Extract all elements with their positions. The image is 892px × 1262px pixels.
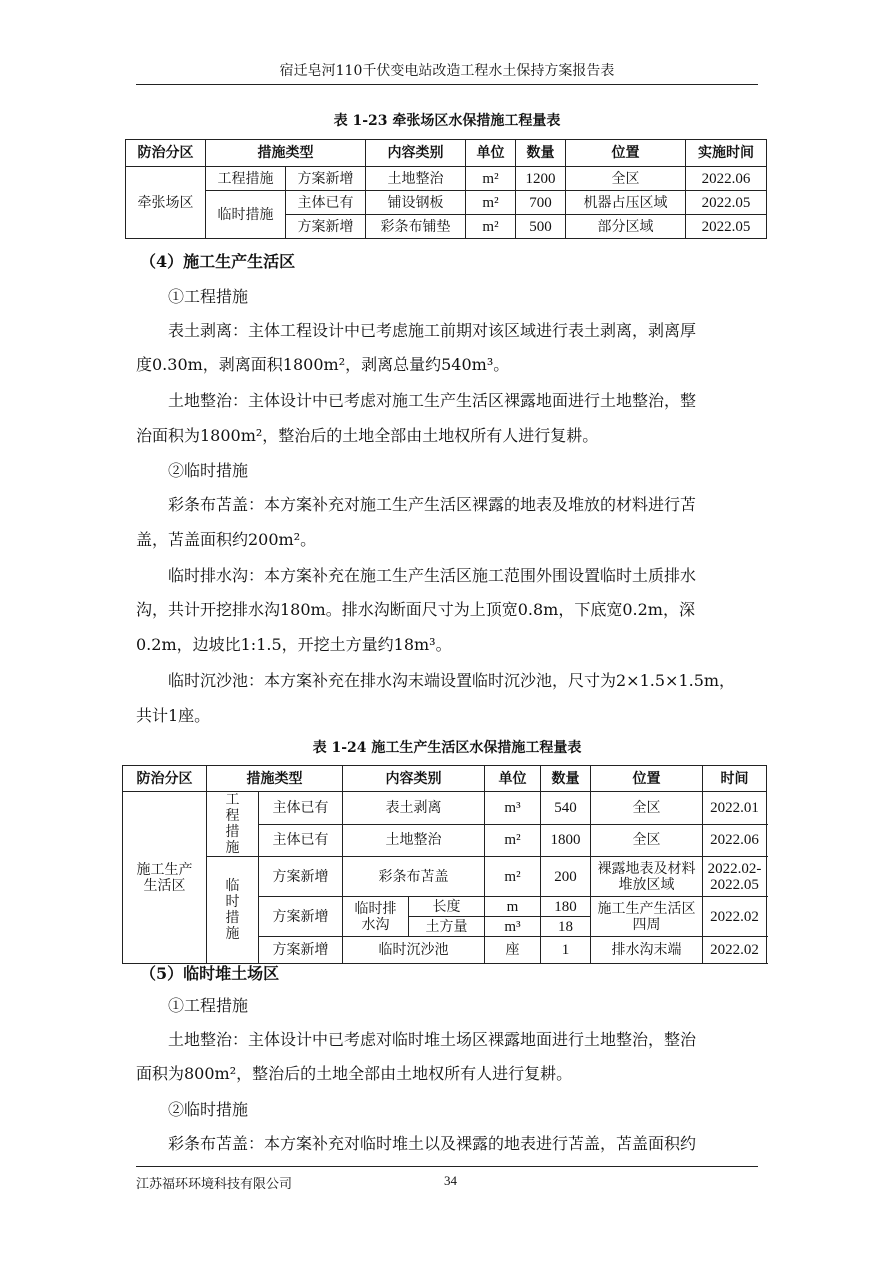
paragraph: 临时沉沙池：本方案补充在排水沟末端设置临时沉沙池，尺寸为2×1.5×1.5m， xyxy=(168,671,736,690)
col-header: 防治分区 xyxy=(123,766,207,792)
unit-cell: m² xyxy=(466,215,516,239)
location-cell: 全区 xyxy=(591,824,703,857)
qty-cell: 1200 xyxy=(516,167,566,191)
time-cell: 2022.05 xyxy=(686,191,767,215)
measure-type-cell: 工程措施 xyxy=(207,792,259,857)
location-cell: 施工生产生活区四周 xyxy=(591,897,703,937)
source-cell: 主体已有 xyxy=(259,824,343,857)
zone-cell: 牵张场区 xyxy=(126,167,206,239)
page-number: 34 xyxy=(444,1173,457,1188)
sub-content-cell: 土方量 xyxy=(409,917,485,937)
content-cell: 土地整治 xyxy=(366,167,466,191)
measure-type-cell: 临时措施 xyxy=(207,857,259,964)
unit-cell: m² xyxy=(466,167,516,191)
section-4-sub1: ①工程措施 xyxy=(168,287,249,306)
location-cell: 机器占压区域 xyxy=(566,191,686,215)
paragraph: 表土剥离：主体工程设计中已考虑施工前期对该区域进行表土剥离，剥离厚 xyxy=(168,321,697,340)
unit-cell: m³ xyxy=(485,792,541,825)
footer-company: 江苏福环环境科技有限公司 xyxy=(136,1177,293,1192)
unit-cell: 座 xyxy=(485,937,541,964)
source-cell: 方案新增 xyxy=(259,857,343,897)
location-cell: 全区 xyxy=(566,167,686,191)
paragraph: 临时排水沟：本方案补充在施工生产生活区施工范围外围设置临时土质排水 xyxy=(168,566,697,585)
paragraph: 土地整治：主体设计中已考虑对施工生产生活区裸露地面进行土地整治，整 xyxy=(168,391,697,410)
qty-cell: 18 xyxy=(541,917,591,937)
content-cell: 临时排水沟 xyxy=(343,897,409,937)
paragraph: 沟，共计开挖排水沟180m。排水沟断面尺寸为上顶宽0.8m，下底宽0.2m，深 xyxy=(136,600,695,619)
paragraph: 共计1座。 xyxy=(136,706,211,725)
section-5-sub2: ②临时措施 xyxy=(168,1100,249,1119)
col-header: 措施类型 xyxy=(206,140,366,167)
time-cell: 2022.02 xyxy=(703,897,767,937)
table-1-24 xyxy=(122,765,767,964)
section-4-sub2: ②临时措施 xyxy=(168,461,249,480)
paragraph: 盖，苫盖面积约200m²。 xyxy=(136,530,317,549)
col-header: 单位 xyxy=(485,766,541,792)
qty-cell: 1 xyxy=(541,937,591,964)
time-cell: 2022.05 xyxy=(686,215,767,239)
content-cell: 土地整治 xyxy=(343,824,485,857)
source-cell: 主体已有 xyxy=(286,191,366,215)
unit-cell: m xyxy=(485,897,541,917)
source-cell: 方案新增 xyxy=(286,215,366,239)
content-cell: 表土剥离 xyxy=(343,792,485,825)
section-5-title: （5）临时堆土场区 xyxy=(140,964,280,983)
col-header: 单位 xyxy=(466,140,516,167)
content-cell: 彩条布铺垫 xyxy=(366,215,466,239)
measure-type-cell: 临时措施 xyxy=(206,191,286,239)
time-cell: 2022.01 xyxy=(703,792,767,825)
sub-content-cell: 长度 xyxy=(409,897,485,917)
page-header: 宿迁皂河110千伏变电站改造工程水土保持方案报告表 xyxy=(279,63,615,79)
paragraph: 彩条布苫盖：本方案补充对施工生产生活区裸露的地表及堆放的材料进行苫 xyxy=(168,495,697,514)
col-header: 内容类别 xyxy=(366,140,466,167)
footer-rule xyxy=(136,1166,758,1167)
content-cell: 临时沉沙池 xyxy=(343,937,485,964)
qty-cell: 180 xyxy=(541,897,591,917)
source-cell: 方案新增 xyxy=(286,167,366,191)
location-cell: 全区 xyxy=(591,792,703,825)
time-cell: 2022.06 xyxy=(703,824,767,857)
source-cell: 方案新增 xyxy=(259,897,343,937)
paragraph: 治面积为1800m²，整治后的土地全部由土地权所有人进行复耕。 xyxy=(136,426,599,445)
col-header: 数量 xyxy=(541,766,591,792)
paragraph: 土地整治：主体设计中已考虑对临时堆土场区裸露地面进行土地整治，整治 xyxy=(168,1030,697,1049)
section-5-sub1: ①工程措施 xyxy=(168,996,249,1015)
paragraph: 0.2m，边坡比1:1.5，开挖土方量约18m³。 xyxy=(136,635,452,654)
qty-cell: 700 xyxy=(516,191,566,215)
content-cell: 彩条布苫盖 xyxy=(343,857,485,897)
table-1-23 xyxy=(125,139,767,239)
source-cell: 方案新增 xyxy=(259,937,343,964)
qty-cell: 200 xyxy=(541,857,591,897)
location-cell: 排水沟末端 xyxy=(591,937,703,964)
unit-cell: m² xyxy=(485,824,541,857)
measure-type-cell: 工程措施 xyxy=(206,167,286,191)
paragraph: 度0.30m，剥离面积1800m²，剥离总量约540m³。 xyxy=(136,355,510,374)
section-4-title: （4）施工生产生活区 xyxy=(140,252,296,271)
unit-cell: m² xyxy=(485,857,541,897)
qty-cell: 500 xyxy=(516,215,566,239)
qty-cell: 540 xyxy=(541,792,591,825)
paragraph: 彩条布苫盖：本方案补充对临时堆土以及裸露的地表进行苫盖，苫盖面积约 xyxy=(168,1134,697,1153)
unit-cell: m³ xyxy=(485,917,541,937)
col-header: 数量 xyxy=(516,140,566,167)
table-1-23-caption: 表 1-23 牵张场区水保措施工程量表 xyxy=(333,113,561,129)
table-1-24-caption: 表 1-24 施工生产生活区水保措施工程量表 xyxy=(312,740,582,756)
zone-cell: 施工生产生活区 xyxy=(123,792,207,964)
qty-cell: 1800 xyxy=(541,824,591,857)
source-cell: 主体已有 xyxy=(259,792,343,825)
col-header: 位置 xyxy=(566,140,686,167)
paragraph: 面积为800m²，整治后的土地全部由土地权所有人进行复耕。 xyxy=(136,1064,573,1083)
location-cell: 裸露地表及材料堆放区域 xyxy=(591,857,703,897)
col-header: 内容类别 xyxy=(343,766,485,792)
header-rule xyxy=(136,84,758,85)
col-header: 实施时间 xyxy=(686,140,767,167)
unit-cell: m² xyxy=(466,191,516,215)
time-cell: 2022.02 xyxy=(703,937,767,964)
col-header: 措施类型 xyxy=(207,766,343,792)
location-cell: 部分区域 xyxy=(566,215,686,239)
col-header: 防治分区 xyxy=(126,140,206,167)
col-header: 时间 xyxy=(703,766,767,792)
col-header: 位置 xyxy=(591,766,703,792)
content-cell: 铺设钢板 xyxy=(366,191,466,215)
time-cell: 2022.02-2022.05 xyxy=(703,857,767,897)
time-cell: 2022.06 xyxy=(686,167,767,191)
